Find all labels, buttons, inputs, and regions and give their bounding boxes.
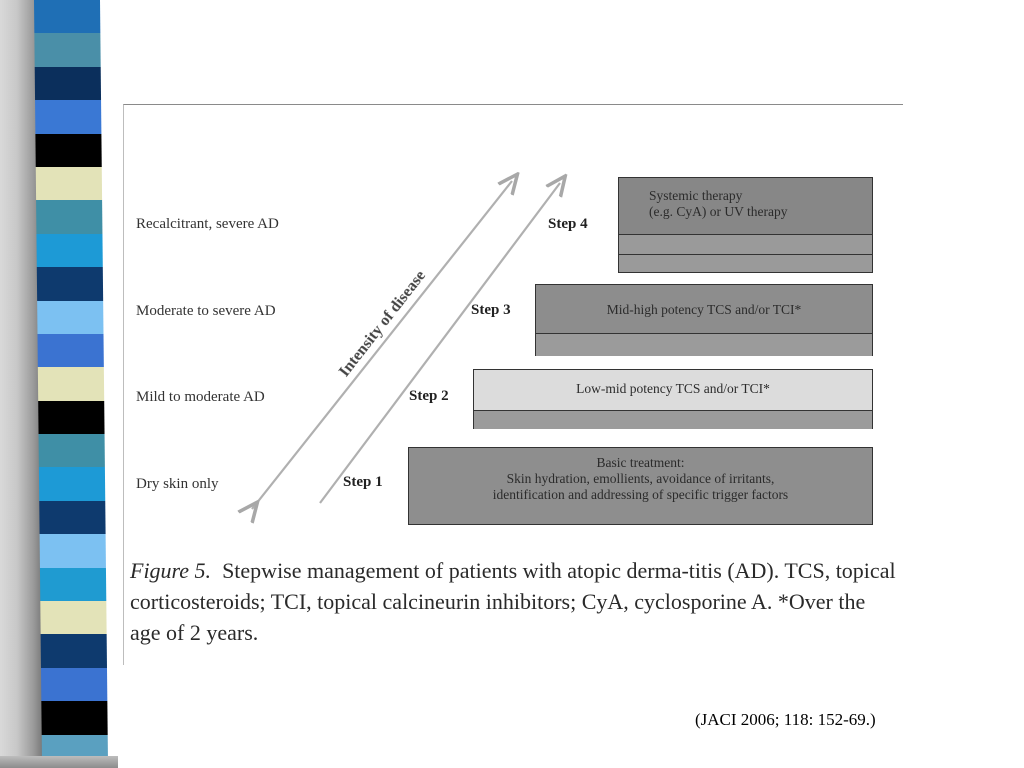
stripe-21 [41,668,107,701]
figure-caption [130,555,900,648]
step4-box [618,177,873,273]
stripe-15 [39,467,105,500]
step1-line2: Skin hydration, emollients, avoidance of irritants, [506,471,775,486]
step-label-1: Step 1 [343,474,383,490]
stripe-18 [40,568,106,601]
stripe-8 [36,234,102,267]
stripe-7 [36,200,102,233]
step1-line3: identification and addressing of specific trigger factors [492,487,789,502]
step2-text: Low-mid potency TCS and/or TCI* [576,381,770,396]
step4-line2: (e.g. CyA) or UV therapy [649,204,788,219]
stripe-17 [40,534,106,567]
stripe-12 [38,367,104,400]
figure-image [123,104,903,665]
row-label-step1: Dry skin only [136,476,219,492]
citation: (JACI 2006; 118: 152-69.) [695,710,876,729]
step3-box [535,284,873,356]
caption-figure-number: Figure 5. [130,558,212,583]
stripe-2 [34,33,100,66]
stripe-14 [39,434,105,467]
step4-band-1 [619,234,872,255]
step-label-4: Step 4 [548,216,588,232]
stripe-3 [35,67,101,100]
stripe-4 [35,100,101,133]
step3-text: Mid-high potency TCS and/or TCI* [606,302,802,317]
stripe-6 [36,167,102,200]
color-stripes [34,0,108,768]
step1-box [408,447,873,525]
stripe-9 [37,267,103,300]
step4-text [619,188,872,220]
stripe-10 [37,301,103,334]
step4-band-2 [619,254,872,272]
step3-band [536,333,872,356]
row-label-step3: Moderate to severe AD [136,303,276,319]
stripe-22 [41,701,107,734]
decorative-side-bar [0,0,118,768]
stripe-16 [39,501,105,534]
stripe-20 [41,634,107,667]
intensity-axis-label: Intensity of disease [335,267,430,381]
row-label-step2: Mild to moderate AD [136,389,265,405]
step2-band [474,410,872,429]
stripe-13 [38,401,104,434]
stripe-11 [37,334,103,367]
row-label-step4: Recalcitrant, severe AD [136,216,279,232]
stripe-19 [40,601,106,634]
step2-box [473,369,873,429]
step4-line1: Systemic therapy [649,188,743,203]
step1-line1: Basic treatment: [596,455,685,470]
stripe-1 [34,0,100,33]
caption-text: Stepwise management of patients with atopic derma-titis (AD). TCS, topical corticosteroids; TCI, topical calcineurin inhibitors; CyA, cyclosporine A. *Over the age of 2 years. [130,558,896,645]
step-label-2: Step 2 [409,388,449,404]
step1-text [409,455,872,503]
stripe-5 [35,134,101,167]
step-label-3: Step 3 [471,302,511,318]
side-bar-bottom-shadow [0,756,118,768]
